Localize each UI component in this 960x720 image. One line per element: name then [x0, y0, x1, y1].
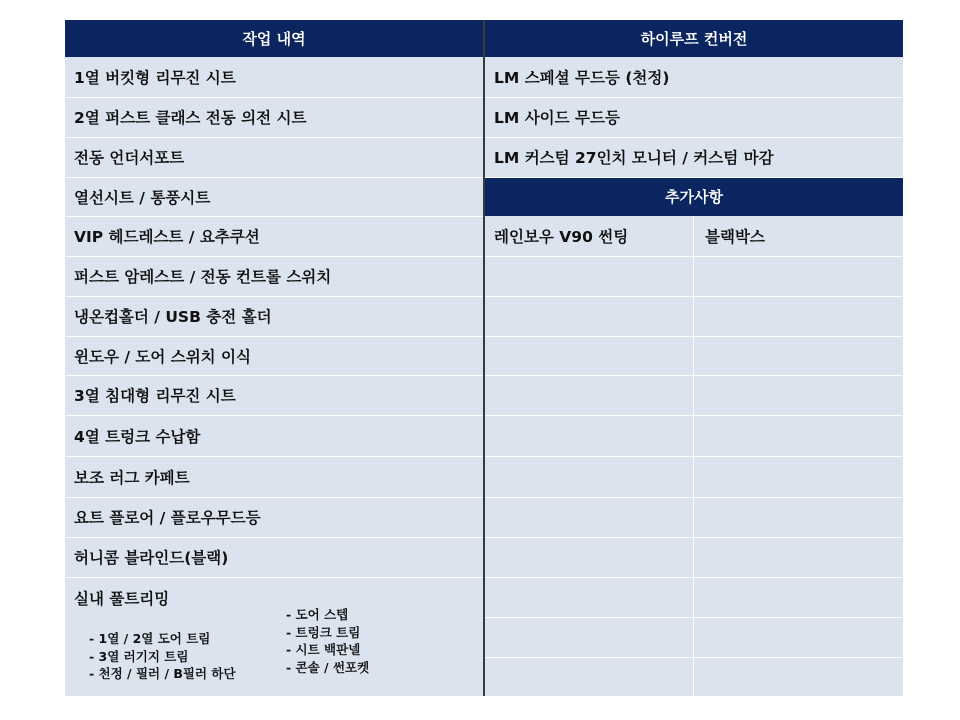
row-divider	[485, 296, 903, 297]
work-item: 윈도우 / 도어 스위치 이식	[74, 347, 251, 366]
row-divider	[65, 456, 483, 457]
conversion-item: LM 스페셜 무드등 (천정)	[494, 69, 670, 87]
work-table	[65, 20, 903, 696]
column-divider	[483, 20, 485, 696]
trim-item: - 3열 러기지 트림	[89, 648, 189, 664]
extra-item-tint: 레인보우 V90 썬팅	[494, 227, 629, 246]
extra-header: 추가사항	[485, 177, 903, 216]
extra-item-blackbox: 블랙박스	[705, 227, 765, 246]
work-item: 퍼스트 암레스트 / 전동 컨트롤 스위치	[74, 268, 332, 286]
row-divider	[65, 137, 483, 138]
work-item: 4열 트렁크 수납함	[74, 427, 201, 446]
work-item: 냉온컵홀더 / USB 충전 홀더	[74, 308, 272, 326]
row-divider	[485, 97, 903, 98]
row-divider	[485, 137, 903, 138]
left-header: 작업 내역	[65, 20, 483, 57]
work-item: 허니콤 블라인드(블랙)	[74, 549, 229, 567]
row-divider	[65, 577, 483, 578]
work-item: 열선시트 / 통풍시트	[74, 188, 211, 207]
conversion-item: LM 커스텀 27인치 모니터 / 커스텀 마감	[494, 149, 774, 167]
trim-list-right	[286, 606, 369, 676]
row-divider	[485, 415, 903, 416]
work-item: VIP 헤드레스트 / 요추쿠션	[74, 228, 260, 246]
row-divider	[485, 375, 903, 376]
work-item: 1열 버킷형 리무진 시트	[74, 69, 236, 87]
row-divider	[65, 97, 483, 98]
row-divider	[485, 537, 903, 538]
work-item: 3열 침대형 리무진 시트	[74, 387, 236, 405]
row-divider	[485, 177, 903, 178]
row-divider	[485, 657, 903, 658]
row-divider	[485, 256, 903, 257]
row-divider	[65, 375, 483, 376]
right-header: 하이루프 컨버전	[485, 20, 903, 57]
row-divider	[65, 497, 483, 498]
trim-item: - 시트 백판넬	[286, 642, 361, 657]
conversion-item: LM 사이드 무드등	[494, 109, 620, 127]
row-divider	[65, 537, 483, 538]
work-item: 2열 퍼스트 클래스 전동 의전 시트	[74, 109, 307, 127]
row-divider	[65, 415, 483, 416]
row-divider	[65, 177, 483, 178]
column-divider	[693, 216, 694, 696]
row-divider	[65, 296, 483, 297]
row-divider	[485, 336, 903, 337]
trim-item: - 트렁크 트림	[286, 624, 361, 640]
trim-item: - 천정 / 필러 / B필러 하단	[89, 666, 236, 681]
work-item: 요트 플로어 / 플로우무드등	[74, 509, 261, 527]
trim-item: - 도어 스텝	[286, 607, 349, 622]
trim-item: - 1열 / 2열 도어 트림	[89, 631, 211, 646]
work-item: 전동 언더서포트	[74, 149, 185, 167]
trim-list-left	[89, 630, 236, 683]
row-divider	[65, 216, 483, 217]
trim-item: - 콘솔 / 썬포켓	[286, 659, 370, 675]
row-divider	[65, 256, 483, 257]
work-item: 보조 러그 카페트	[74, 468, 190, 487]
row-divider	[65, 336, 483, 337]
row-divider	[485, 577, 903, 578]
row-divider	[485, 497, 903, 498]
work-item: 실내 풀트리밍	[74, 590, 170, 608]
row-divider	[485, 456, 903, 457]
row-divider	[485, 617, 903, 618]
